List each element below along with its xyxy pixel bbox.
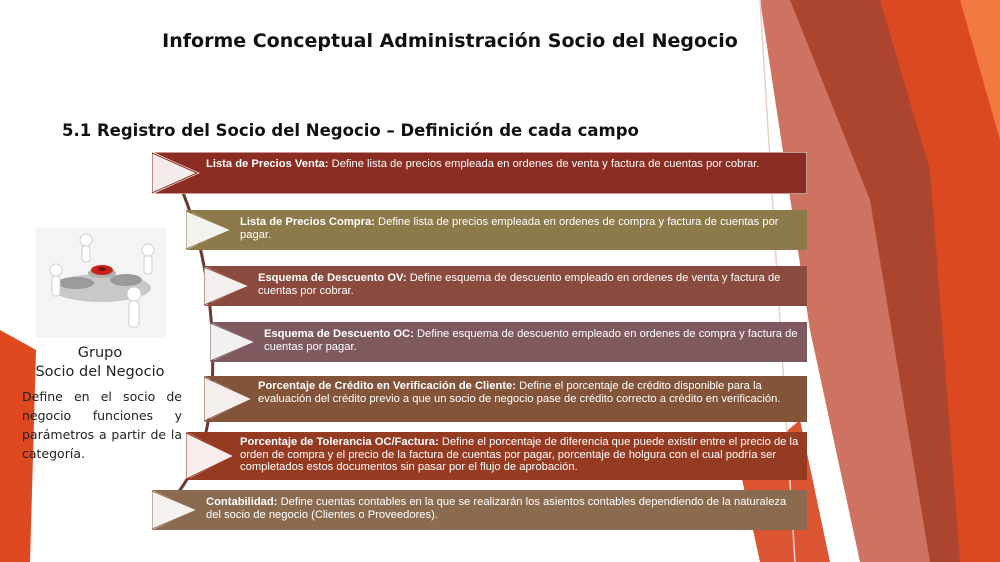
list-item-1 [152, 152, 807, 194]
list-item-5 [204, 376, 807, 422]
item-3-text [258, 272, 798, 297]
section-subtitle: 5.1 Registro del Socio del Negocio – Definición de cada campo [62, 121, 639, 140]
item-6-desc: Define el porcentaje de diferencia que puede existir entre el precio de la orden de compra y el precio de la factura de cuentas por pagar, porcentaje de holgura con el cual podría ser completados estos documentos sin pasar por el flujo de aprobación. [240, 436, 799, 473]
slide-title: Informe Conceptual Administración Socio del Negocio [162, 30, 738, 52]
list-item-2 [186, 210, 807, 250]
item-5-term: Porcentaje de Crédito en Verificación de Cliente: [258, 380, 517, 392]
list-item-3 [204, 266, 807, 306]
item-4-desc: Define esquema de descuento empleado en ordenes de compra y factura de cuentas por pagar. [264, 328, 798, 353]
item-4-term: Esquema de Descuento OC: [264, 328, 414, 340]
item-1-term: Lista de Precios Venta: [206, 158, 329, 170]
list-item-7 [152, 490, 807, 530]
item-1-text [206, 158, 796, 171]
gears-teamwork-illustration [36, 228, 166, 338]
item-7-text [206, 496, 796, 521]
item-2-desc: Define lista de precios empleada en ordenes de compra y factura de cuentas por pagar. [240, 216, 779, 241]
item-2-text [240, 216, 800, 241]
item-3-desc: Define esquema de descuento empleado en ordenes de venta y factura de cuentas por cobrar. [258, 272, 781, 297]
list-item-4 [210, 322, 807, 362]
list-item-6 [186, 432, 807, 480]
item-2-term: Lista de Precios Compra: [240, 216, 375, 228]
item-7-term: Contabilidad: [206, 496, 278, 508]
item-4-text [264, 328, 800, 353]
item-5-desc: Define el porcentaje de crédito disponible para la evaluación del crédito previo a que un socio de negocio pase de crédito correcto a crédito en verificación. [258, 380, 781, 405]
item-7-desc: Define cuentas contables en la que se realizarán los asientos contables dependiendo de la naturaleza del socio de negocio (Clientes o Proveedores). [206, 496, 787, 521]
item-6-term: Porcentaje de Tolerancia OC/Factura: [240, 436, 439, 448]
group-title-line1: Grupo [77, 345, 123, 361]
group-title [20, 344, 180, 382]
item-1-desc: Define lista de precios empleada en ordenes de venta y factura de cuentas por cobrar. [331, 158, 760, 170]
item-3-term: Esquema de Descuento OV: [258, 272, 407, 284]
group-title-line2: Socio del Negocio [35, 364, 165, 380]
item-5-text [258, 380, 798, 405]
group-description: Define en el socio de negocio funciones y parámetros a partir de la categoría. [22, 389, 182, 461]
item-6-text [240, 436, 800, 474]
